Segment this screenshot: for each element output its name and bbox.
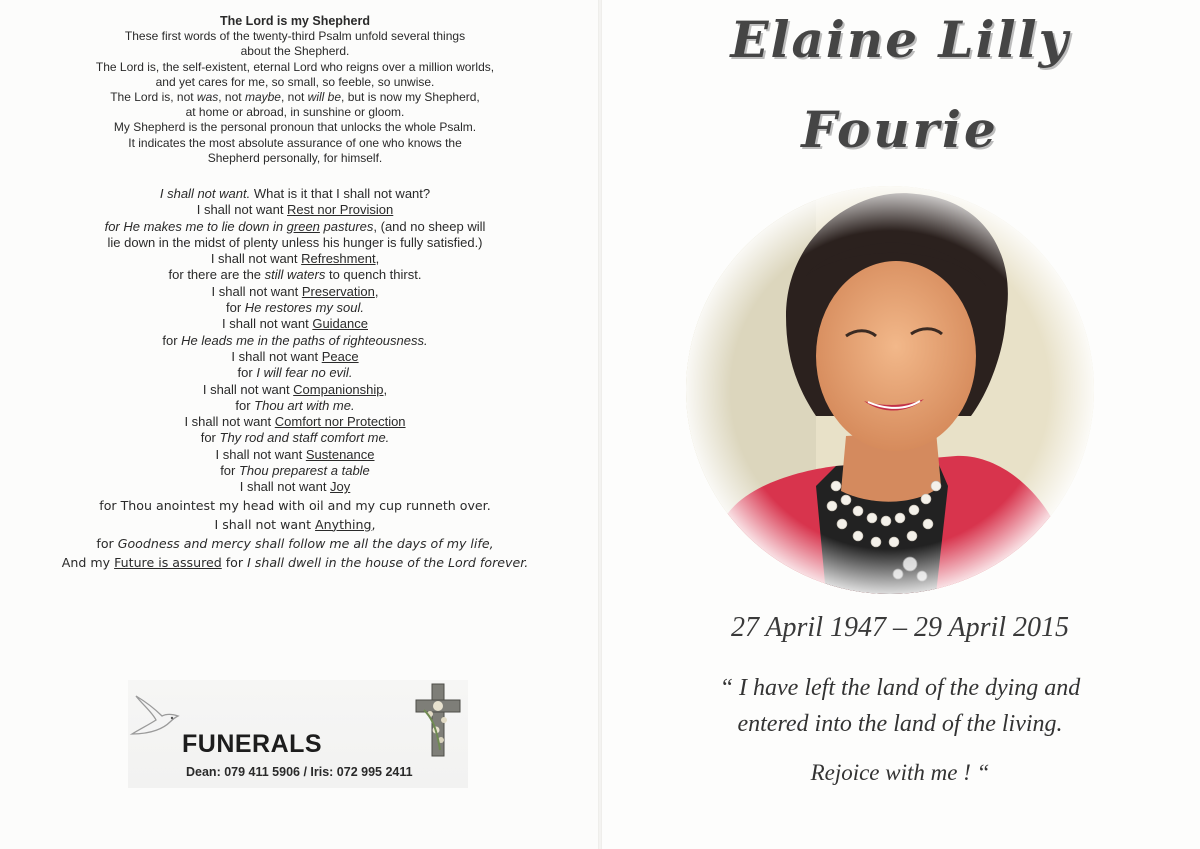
intro-line: These first words of the twenty-third Psalm unfold several things <box>124 29 466 44</box>
intro-line: My Shepherd is the personal pronoun that unlocks the whole Psalm. <box>113 120 477 135</box>
rod-line: for Thy rod and staff comfort me. <box>200 430 390 446</box>
wants-section <box>40 186 550 572</box>
psalm-intro <box>40 14 550 166</box>
he-makes-line: for He makes me to lie down in green pastures, (and no sheep will <box>104 218 486 234</box>
life-dates: 27 April 1947 – 29 April 2015 <box>730 612 1070 643</box>
table-line: for Thou preparest a table <box>220 463 370 479</box>
waters-line: for there are the still waters to quench thirst. <box>168 267 422 283</box>
intro-line: Shepherd personally, for himself. <box>207 150 383 165</box>
want-intro: I shall not want. What is it that I shall not want? <box>159 186 431 201</box>
future-line: And my Future is assured for I shall dwell in the house of the Lord forever. <box>61 554 529 570</box>
cross-icon <box>410 680 466 765</box>
want-sustenance: I shall not want Sustenance <box>215 446 375 462</box>
leads-line: for He leads me in the paths of righteousness. <box>162 332 428 348</box>
intro-line: at home or abroad, in sunshine or gloom. <box>185 105 405 120</box>
dove-icon <box>128 694 184 749</box>
intro-line: and yet cares for me, so small, so feeble, so unwise. <box>155 74 435 89</box>
intro-line: about the Shepherd. <box>240 44 350 59</box>
deceased-surname: Fourie <box>801 100 999 159</box>
want-joy: I shall not want Joy <box>239 479 351 495</box>
want-preservation: I shall not want Preservation, <box>211 283 379 299</box>
deceased-first-names: Elaine Lilly <box>730 10 1070 69</box>
intro-line: The Lord is, the self-existent, eternal Lord who reigns over a million worlds, <box>95 59 495 74</box>
sheep-line: lie down in the midst of plenty unless his hunger is fully satisfied.) <box>107 234 483 250</box>
want-comfort: I shall not want Comfort nor Protection <box>184 414 406 430</box>
want-peace: I shall not want Peace <box>231 348 359 364</box>
fear-line: for I will fear no evil. <box>237 365 353 381</box>
funerals-advert <box>128 680 468 788</box>
want-guidance: I shall not want Guidance <box>222 316 368 332</box>
goodness-line: for Goodness and mercy shall follow me all the days of my life, <box>96 535 494 551</box>
rejoice-line: Rejoice with me ! “ <box>810 760 990 785</box>
want-rest: I shall not want Rest nor Provision <box>196 202 394 218</box>
intro-line: It indicates the most absolute assurance of one who knows the <box>128 135 462 150</box>
anoint-line: for Thou anointest my head with oil and my cup runneth over. <box>99 497 491 513</box>
want-companionship: I shall not want Companionship, <box>202 381 388 397</box>
funerals-brand: FUNERALS <box>182 730 323 758</box>
psalm-title: The Lord is my Shepherd <box>219 14 371 28</box>
funerals-contact: Dean: 079 411 5906 / Iris: 072 995 2411 <box>186 765 413 779</box>
quote-line-1: “ I have left the land of the dying and <box>719 675 1081 701</box>
want-anything: I shall not want Anything, <box>214 516 376 532</box>
want-refreshment: I shall not want Refreshment, <box>210 251 380 267</box>
restores-line: for He restores my soul. <box>226 300 364 316</box>
intro-line-not-was: The Lord is, not was, not maybe, not will be, but is now my Shepherd, <box>110 90 480 105</box>
thou-line: for Thou art with me. <box>235 397 355 413</box>
quote-line-2: entered into the land of the living. <box>737 711 1063 737</box>
portrait-photo <box>686 186 1094 594</box>
